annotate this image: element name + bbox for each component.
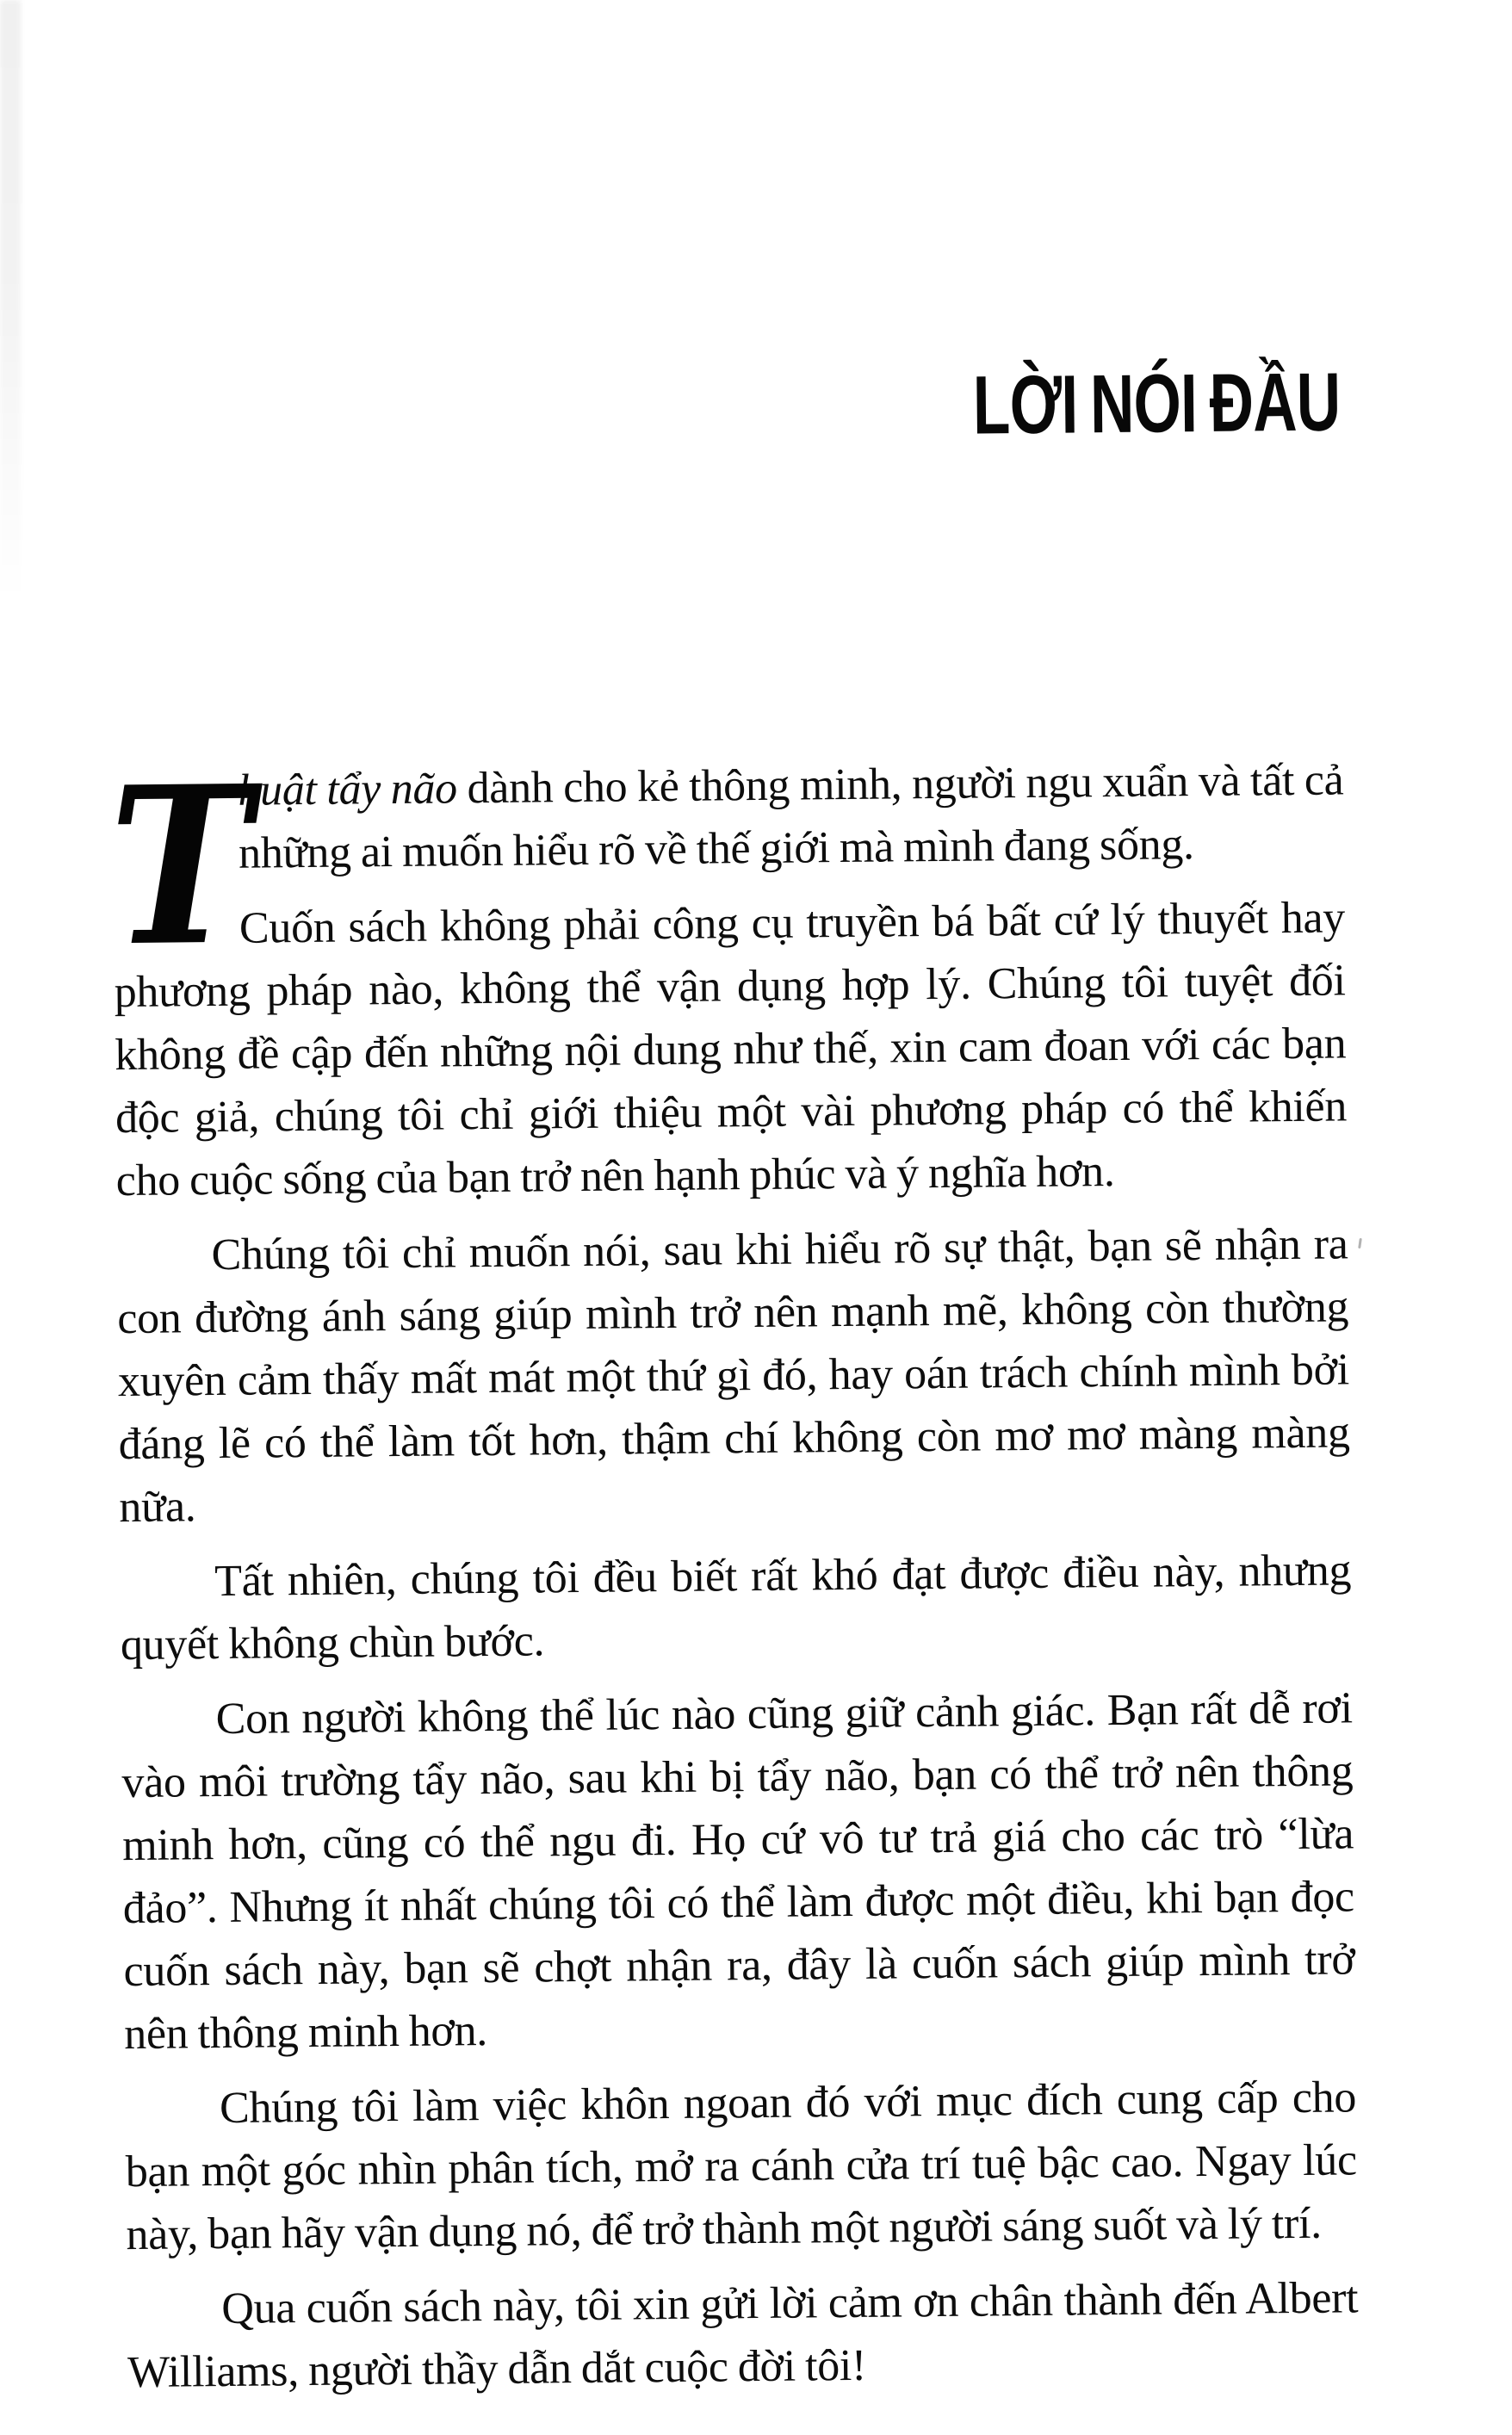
paragraph-6: Chúng tôi làm việc khôn ngoan đó với mục đích cung cấp cho bạn một góc nhìn phân tích, mở ra cánh cửa trí tuệ bậc cao. Ngay lúc này, bạn hãy vận dụng nó, để trở thành một người sáng suốt và lý trí. xyxy=(125,2073,1358,2260)
body-text xyxy=(108,738,1359,2404)
paragraph-2: Cuốn sách không phải công cụ truyền bá bất cứ lý thuyết hay phương pháp nào, không thể vận dụng hợp lý. Chúng tôi tuyệt đối không đề cập đến những nội dung như thế, xin cam đoan với các bạn độc giả, chúng tôi chỉ giới thiệu một vài phương pháp có thể khiến cho cuộc sống của bạn trở nên hạnh phúc và ý nghĩa hơn. xyxy=(114,893,1348,1206)
paragraph-1-text: dành cho kẻ thông minh, người ngu xuẩn và tất cả những ai muốn hiểu rõ về thế giới mà mình đang sống. xyxy=(238,755,1344,878)
paragraph-3: Chúng tôi chỉ muốn nói, sau khi hiểu rõ sự thật, bạn sẽ nhận ra con đường ánh sáng giúp mình trở nên mạnh mẽ, không còn thường xuyên cảm thấy mất mát một thứ gì đó, hay oán trách chính mình bởi đáng lẽ có thể làm tốt hơn, thậm chí không còn mơ mơ màng màng nữa. xyxy=(117,1219,1350,1533)
paragraph-5: Con người không thể lúc nào cũng giữ cảnh giác. Bạn rất dễ rơi vào môi trường tẩy não, sau khi bị tẩy não, bạn có thể trở nên thông minh hơn, cũng có thể ngu đi. Họ cứ vô tư trả giá cho các trò “lừa đảo”. Nhưng ít nhất chúng tôi có thể làm được một điều, khi bạn đọc cuốn sách này, bạn sẽ chợt nhận ra, đây là cuốn sách giúp mình trở nên thông minh hơn. xyxy=(121,1683,1355,2060)
chapter-title-text: LỜI NÓI ĐẦU xyxy=(972,356,1341,452)
dropcap-container xyxy=(108,738,253,995)
paragraph-4: Tất nhiên, chúng tôi đều biết rất khó đạt được điều này, nhưng quyết không chùn bước. xyxy=(120,1546,1352,1670)
dropcap-letter: T xyxy=(108,738,253,995)
chapter-title xyxy=(843,356,1341,452)
paragraph-1 xyxy=(108,738,1344,995)
paragraph-7: Qua cuốn sách này, tôi xin gửi lời cảm ơn chân thành đến Albert Williams, người thầy dẫn dắt cuộc đời tôi! xyxy=(127,2273,1359,2398)
book-title-italic: huật tẩy não xyxy=(238,764,458,815)
